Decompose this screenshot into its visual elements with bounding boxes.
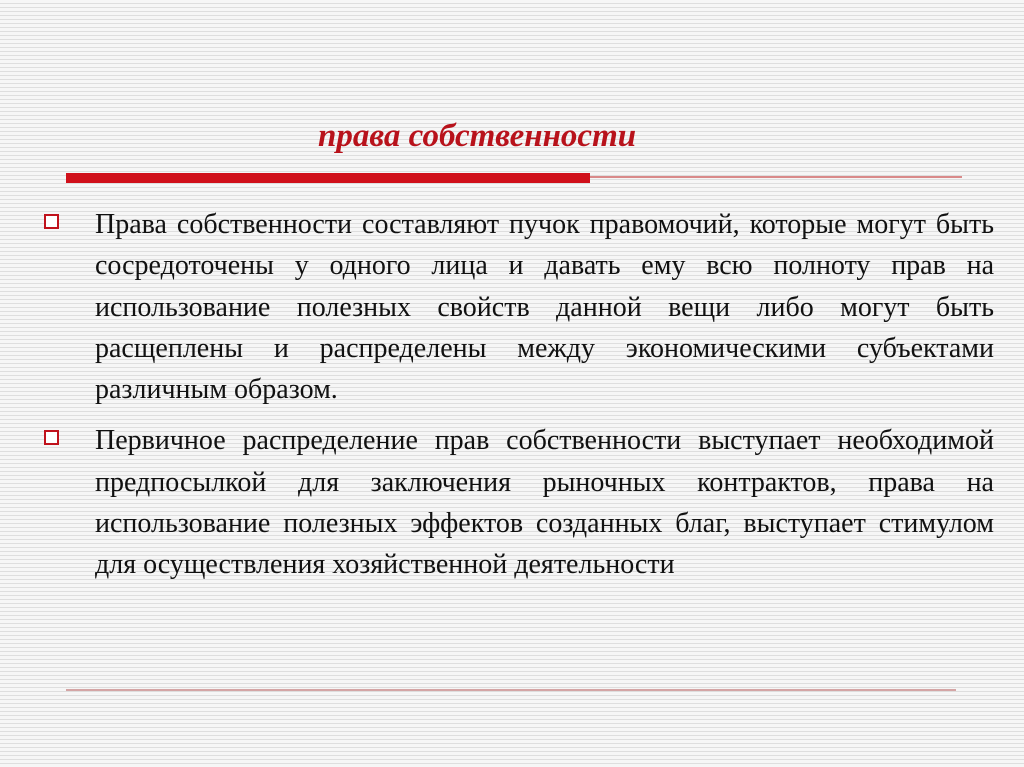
bullet-item [44,204,994,410]
hollow-square-bullet-icon [44,430,59,445]
bullet-item [44,420,994,585]
hollow-square-bullet-icon [44,214,59,229]
title-underline-thin [590,176,962,178]
slide-title: права собственности [318,118,637,154]
bullet-text: Первичное распределение прав собственности выступает необходимой предпосылкой для заключения рыночных контрактов, права на использование полезных эффектов созданных благ, выступает стимулом для осуществления хозяйственной деятельности [95,425,994,581]
bullet-list [44,204,994,596]
title-underline-thick [66,173,590,183]
footer-divider [66,689,956,691]
bullet-text: Права собственности составляют пучок правомочий, которые могут быть сосредоточены у одного лица и давать ему всю полноту прав на использование полезных свойств данной вещи либо могут быть расщеплены и распределены между экономическими субъектами различным образом. [95,209,994,406]
